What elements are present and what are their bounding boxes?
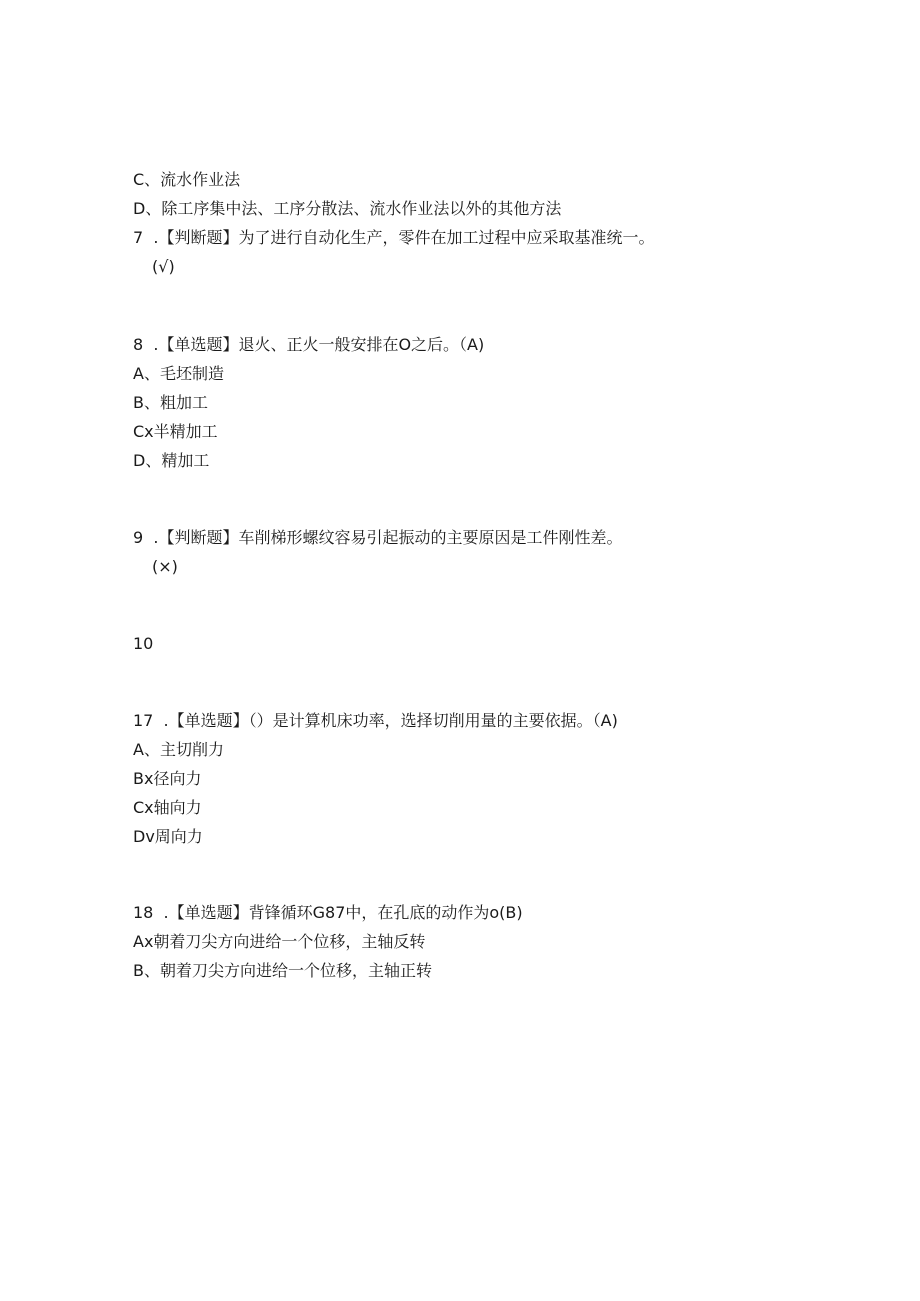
question-18: 18 .【单选题】背锋循环G87中，在孔底的动作为o(B) [133,903,523,922]
question-17: 17 .【单选题】（）是计算机床功率，选择切削用量的主要依据。（A) [133,711,618,730]
option-d-q6: D、除工序集中法、工序分散法、流水作业法以外的其他方法 [133,199,562,218]
question-8: 8 .【单选题】退火、正火一般安排在O之后。（A) [133,335,485,354]
option-a-q17: A、主切削力 [133,740,224,759]
option-d-q8: D、精加工 [133,451,210,470]
answer-q7: (√) [152,257,175,276]
question-7: 7 .【判断题】为了进行自动化生产，零件在加工过程中应采取基准统一。 [133,228,655,247]
question-10-number: 10 [133,634,154,653]
option-c-q17: Cx轴向力 [133,798,202,817]
option-a-q18: Ax朝着刀尖方向进给一个位移，主轴反转 [133,932,426,951]
option-b-q8: B、粗加工 [133,393,208,412]
option-d-q17: Dv周向力 [133,827,203,846]
option-c-q8: Cx半精加工 [133,422,218,441]
option-c-q6: C、流水作业法 [133,170,241,189]
option-a-q8: A、毛坯制造 [133,364,224,383]
option-b-q18: B、朝着刀尖方向进给一个位移，主轴正转 [133,961,432,980]
question-9: 9 .【判断题】车削梯形螺纹容易引起振动的主要原因是工件刚性差。 [133,528,623,547]
option-b-q17: Bx径向力 [133,769,202,788]
answer-q9: (×) [152,557,178,576]
